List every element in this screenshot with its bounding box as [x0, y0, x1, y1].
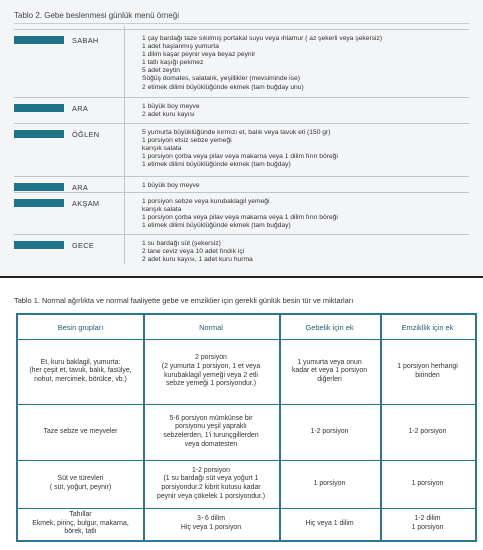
table-cell-text: porsiyondur.2 kibrit kutusu kadar	[161, 484, 261, 491]
table-cell-lines	[412, 480, 444, 489]
table-cell	[18, 460, 143, 508]
table1-title: Tablo 1. Normal ağırlıkta ve normal faaliyette gebe ve emziklier için gerekli günlük besin tür ve miktarları	[14, 296, 354, 305]
meal-item: 2 adet kuru kayısı, 1 adet kuru hurma	[142, 256, 253, 264]
table-cell	[143, 339, 279, 404]
table-cell-text: 2 porsiyon	[195, 354, 227, 362]
meal-marker-bar	[14, 36, 64, 44]
table-cell-text: 1 porsiyon	[411, 524, 444, 531]
table-cell	[279, 339, 380, 404]
meal-item: karışık salata	[142, 145, 182, 153]
meal-item: Söğüş domates, salatalık, yeşillikler (mevsiminde ise)	[142, 75, 300, 83]
meal-marker-bar	[14, 199, 64, 207]
table-cell-lines	[292, 359, 367, 385]
meal-name: AKŞAM	[72, 199, 100, 208]
meal-items	[142, 103, 462, 119]
table-cell-lines	[29, 359, 131, 385]
meal-row-separator	[14, 192, 469, 193]
table-cell-text: 3- 6 dilim	[197, 515, 225, 523]
table-cell	[279, 508, 380, 540]
table-cell	[143, 508, 279, 540]
table-cell-lines	[50, 475, 111, 492]
meal-name: ARA	[72, 104, 89, 113]
meal-item: 1 adet haşlanmış yumurta	[142, 43, 219, 51]
table-cell	[380, 508, 475, 540]
table-cell-text: sebze yemeği 1 porsiyondur.)	[165, 380, 256, 388]
table-cell	[380, 404, 475, 460]
table2-title-rule	[14, 23, 469, 24]
meal-item: 1 çay bardağı taze sıkılmış portakal suyu veya ıhlamur ( az şekerli veya şekersiz)	[142, 35, 383, 42]
meal-items	[142, 240, 462, 264]
table-cell-text: (2 yumurta 1 porsiyon, 1 et veya	[161, 362, 261, 370]
meal-items	[142, 198, 462, 230]
table-cell	[18, 508, 143, 540]
table-cell-lines	[44, 428, 118, 437]
table-cell-text: kurubaklagil yemeği veya 2 etli	[164, 371, 258, 379]
meal-marker-bar	[14, 241, 64, 249]
table-cell-text: 1 porsiyon	[313, 479, 346, 487]
table-cell	[380, 460, 475, 508]
meal-name: ARA	[72, 183, 89, 192]
table2-title: Tablo 2. Gebe beslenmesi günlük menü örneği	[14, 11, 179, 20]
table-cell-lines	[311, 428, 349, 437]
table-cell-text: sebzelerden, 1'i turunçgillerden	[163, 432, 259, 439]
table-header-cell: Gebelik için ek	[305, 322, 354, 332]
table-cell-text: 1-2 porsiyon	[310, 427, 349, 435]
meal-marker-bar	[14, 104, 64, 112]
meal-item: 2 tane ceviz veya 10 adet fındık içi	[142, 248, 245, 256]
meal-item: 1 porsiyon çorba veya pilav veya makarna veya 1 dilim fırın böreği	[142, 153, 338, 161]
meal-marker-bar	[14, 183, 64, 191]
table-header-cell: Emzikllik için ek	[401, 322, 454, 332]
meal-item: 5 adet zeytin	[142, 67, 180, 75]
table-cell-lines	[314, 480, 346, 489]
meal-name: GECE	[72, 241, 95, 250]
table-cell-text: Süt ve türevleri	[57, 475, 104, 483]
table-cell-text: 5-6 porsiyon mümkünse bir	[169, 414, 253, 422]
meal-name: SABAH	[72, 36, 99, 45]
table-cell	[18, 404, 143, 460]
table-cell-text: 1 porsiyon herhangi	[397, 362, 458, 370]
meal-row-separator	[14, 176, 469, 177]
meal-item: 1 etimek dilimi büyüklüğünde ekmek (tam buğday)	[142, 161, 291, 169]
table-cell-lines	[397, 363, 458, 380]
table-cell-text: börek, tatlı	[64, 528, 97, 536]
table-cell-lines	[32, 511, 129, 537]
meal-row-separator	[14, 123, 469, 124]
meal-item: 1 porsiyon çorba veya pilav veya makarna veya 1 dilim fırın böreği	[142, 214, 338, 222]
meal-name: ÖĞLEN	[72, 130, 100, 139]
meal-items	[142, 129, 462, 169]
table-cell-lines	[409, 428, 447, 437]
meal-item: 2 adet kuru kayısı	[142, 111, 195, 119]
table-cell-text: Ekmek, pirinç, bulgur, makarna,	[32, 519, 129, 527]
table-cell-text: porsiyonu yeşil yapraklı	[175, 423, 247, 431]
meal-row-separator	[14, 97, 469, 98]
table-cell-text: (1 su bardağı süt veya yoğurt 1	[163, 475, 259, 483]
table-cell-lines	[162, 354, 260, 388]
meal-item: 1 büyük boy meyve	[142, 103, 200, 110]
table-cell-lines	[412, 515, 444, 532]
table-cell-text: birinden	[415, 371, 440, 379]
table-cell-text: 1 yumurta veya onun	[297, 358, 362, 366]
meal-row-separator	[14, 234, 469, 235]
nutrition-table	[16, 313, 477, 542]
table-cell-text: Et, kuru baklagil, yumurta:	[40, 358, 121, 366]
table-cell-text: Tahıllar	[69, 511, 92, 519]
meal-item: 1 büyük boy meyve	[142, 182, 200, 189]
meal-item: 1 etimek dilimi büyüklüğünde ekmek (tam buğday)	[142, 222, 291, 230]
table-cell-text: peynir veya çökelek 1 porsiyondur.)	[156, 492, 265, 500]
table-cell-lines	[181, 515, 241, 532]
table-cell-text: Hiç veya 1 dilim	[305, 519, 354, 527]
table-header-cell: Normal	[199, 322, 223, 332]
table-cell-lines	[163, 415, 258, 449]
table-cell-text: diğerleri	[317, 375, 342, 383]
table-cell-text: 1 porsiyon	[411, 479, 444, 487]
table-cell	[143, 404, 279, 460]
meal-item: 1 porsiyon sebze veya kurubaklagil yemeği	[142, 198, 270, 205]
meal-item: 5 yumurta büyüklüğünde kırmızı et, balık veya tavuk eti (150 gr)	[142, 129, 331, 136]
meal-item: 1 su bardağı süt (şekersiz)	[142, 240, 221, 247]
table-cell-text: nohut, mercimek, börülce, vb.)	[34, 375, 127, 383]
meal-item: 1 tatlı kaşığı pekmez	[142, 59, 204, 67]
table-cell-text: veya domatesten	[184, 440, 238, 448]
meal-items	[142, 182, 462, 190]
table-cell-text: 1-2 dilim	[414, 515, 441, 523]
table-cell-lines	[305, 520, 353, 529]
table-cell	[279, 404, 380, 460]
meal-marker-bar	[14, 130, 64, 138]
table-cell-text: ( süt, yoğurt, peynir)	[49, 484, 112, 491]
meal-item: 1 dilim kaşar peynir veya beyaz peynir	[142, 51, 256, 59]
meal-item: karışık salata	[142, 206, 182, 214]
table-cell-text: kadar et veya 1 porsiyon	[291, 367, 368, 375]
table-cell-text: Hiç veya 1 porsiyon	[180, 524, 242, 531]
table-cell	[380, 339, 475, 404]
table-cell	[18, 339, 143, 404]
table-cell-lines	[157, 467, 265, 501]
table-cell-text: Taze sebze ve meyveler	[43, 427, 118, 435]
panel-divider	[0, 276, 483, 278]
table-cell-text: (her çeşit et, tavuk, balık, fasülye,	[29, 367, 132, 375]
meal-item: 1 porsiyon etsiz sebze yemeği	[142, 137, 232, 145]
table-header-cell: Besin grupları	[57, 322, 104, 332]
table-cell-text: 1-2 porsiyon	[408, 427, 447, 435]
meal-row-separator	[14, 29, 469, 30]
table-cell	[279, 460, 380, 508]
meal-items	[142, 35, 462, 92]
meal-item: 2 etimek dilimi büyüklüğünde ekmek (tam buğday unu)	[142, 83, 304, 91]
table-cell	[143, 460, 279, 508]
table2-column-divider	[124, 26, 125, 264]
table-cell-text: 1-2 porsiyon	[192, 466, 230, 474]
